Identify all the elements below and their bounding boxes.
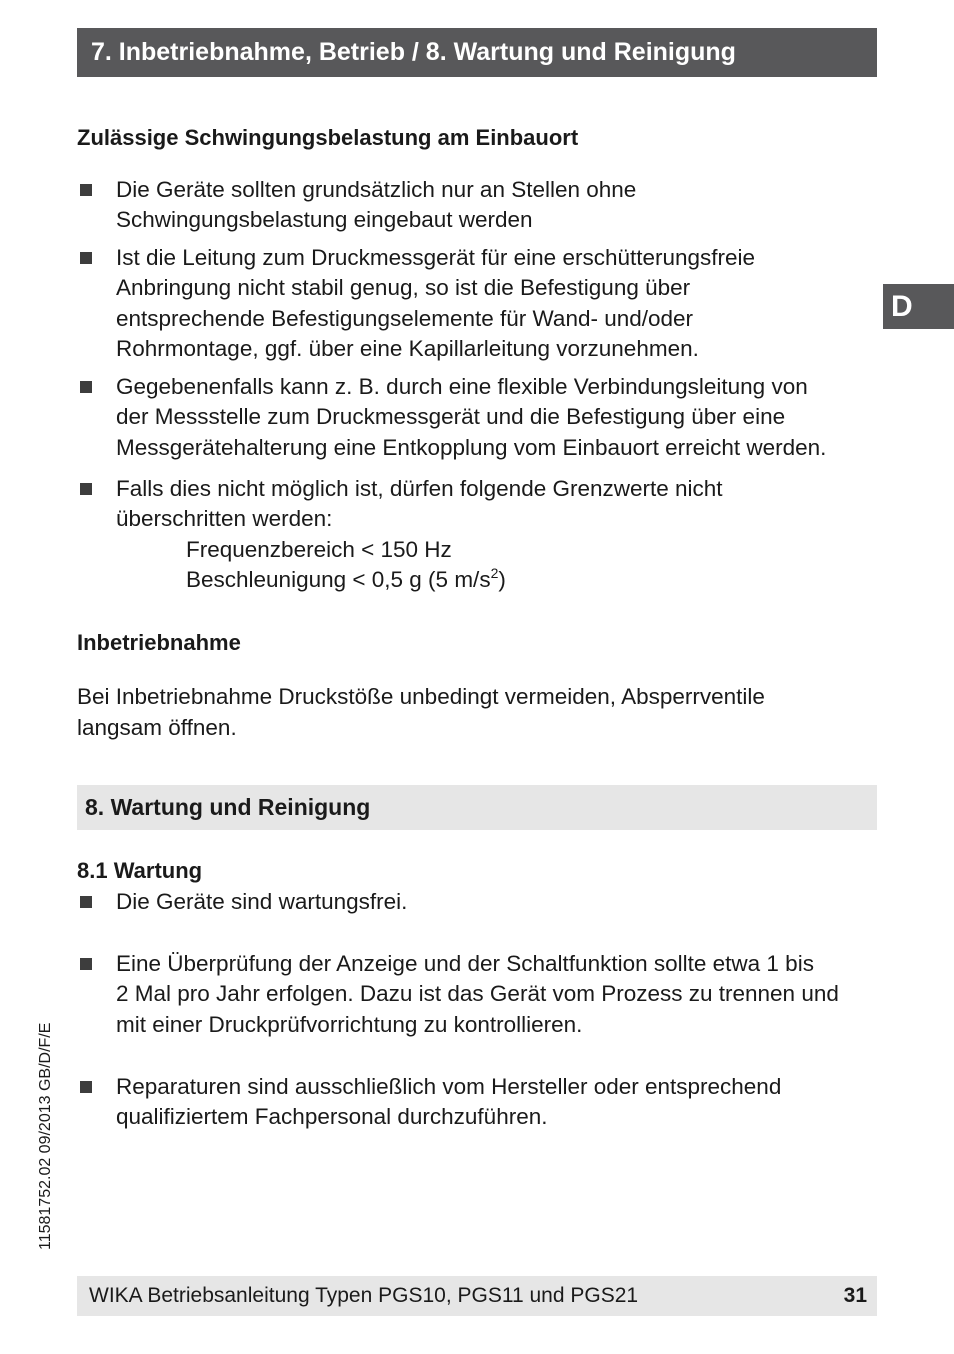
vibration-bullet-2 (77, 243, 877, 364)
text-line: Reparaturen sind ausschließlich vom Hersteller oder entsprechend (116, 1074, 782, 1099)
text-line: Bei Inbetriebnahme Druckstöße unbedingt vermeiden, Absperrventile (77, 684, 765, 709)
text-line: überschritten werden: (116, 506, 333, 532)
bullet-square-icon (80, 184, 92, 196)
acceleration-limit-text: Beschleunigung < 0,5 g (5 m/s (186, 566, 491, 592)
maintenance-bullet-1 (77, 887, 877, 917)
vibration-bullet-1 (77, 175, 877, 236)
vibration-heading: Zulässige Schwingungsbelastung am Einbauort (77, 125, 579, 150)
bullet-text (116, 175, 877, 236)
text-line: Rohrmontage, ggf. über eine Kapillarleitung vorzunehmen. (116, 335, 699, 361)
acceleration-limit-suffix: ) (498, 566, 506, 592)
chapter-header (77, 28, 877, 77)
text-line: entsprechende Befestigungselemente für Wand- und/oder (116, 305, 694, 331)
text-line: Messgerätehalterung eine Entkopplung vom Einbauort erreicht werden. (116, 434, 827, 460)
text-line: Die Geräte sind wartungsfrei. (116, 889, 408, 914)
text-line: Schwingungsbelastung eingebaut werden (116, 207, 533, 233)
vibration-bullet-4 (77, 474, 877, 595)
page-footer (77, 1276, 877, 1316)
chapter-title: 7. Inbetriebnahme, Betrieb / 8. Wartung und Reinigung (91, 38, 736, 66)
commissioning-heading: Inbetriebnahme (77, 630, 241, 655)
frequency-limit: Frequenzbereich < 150 Hz (186, 536, 452, 562)
text-line: Gegebenenfalls kann z. B. durch eine flexible Verbindungsleitung von (116, 374, 808, 399)
text-line: mit einer Druckprüfvorrichtung zu kontrollieren. (116, 1011, 583, 1037)
bullet-square-icon (80, 896, 92, 908)
footer-title: WIKA Betriebsanleitung Typen PGS10, PGS11 und PGS21 (89, 1284, 639, 1307)
acceleration-limit (116, 565, 877, 595)
text-line: langsam öffnen. (77, 714, 237, 740)
commissioning-paragraph (77, 682, 877, 743)
maintenance-bullet-2 (77, 949, 877, 1040)
maintenance-subheading: 8.1 Wartung (77, 858, 203, 883)
bullet-square-icon (80, 483, 92, 495)
section-title: 8. Wartung und Reinigung (85, 794, 371, 820)
text-line: Die Geräte sollten grundsätzlich nur an Stellen ohne (116, 177, 637, 202)
language-tab-label: D (891, 290, 913, 323)
bullet-text (116, 1072, 877, 1133)
bullet-square-icon (80, 381, 92, 393)
language-tab (883, 284, 954, 329)
bullet-text (116, 243, 877, 364)
text-line: Anbringung nicht stabil genug, so ist die Befestigung über (116, 275, 691, 301)
bullet-text (116, 372, 877, 463)
text-line: Eine Überprüfung der Anzeige und der Schaltfunktion sollte etwa 1 bis (116, 951, 814, 976)
maintenance-bullet-3 (77, 1072, 877, 1133)
acceleration-exponent: 2 (490, 564, 499, 581)
text-line: qualifiziertem Fachpersonal durchzuführen. (116, 1104, 548, 1130)
vibration-bullet-3 (77, 372, 877, 463)
page-number: 31 (843, 1284, 867, 1307)
bullet-square-icon (80, 1081, 92, 1093)
text-line: Falls dies nicht möglich ist, dürfen folgende Grenzwerte nicht (116, 476, 723, 501)
text-line: 2 Mal pro Jahr erfolgen. Dazu ist das Gerät vom Prozess zu trennen und (116, 981, 839, 1007)
text-line: der Messstelle zum Druckmessgerät und die Befestigung über eine (116, 404, 786, 430)
bullet-square-icon (80, 958, 92, 970)
bullet-text (116, 474, 877, 595)
document-number: 11581752.02 09/2013 GB/D/F/E (37, 1022, 54, 1250)
bullet-square-icon (80, 252, 92, 264)
bullet-text (116, 949, 877, 1040)
section-header (77, 785, 877, 830)
text-line: Ist die Leitung zum Druckmessgerät für eine erschütterungsfreie (116, 245, 756, 270)
bullet-text (116, 887, 877, 917)
